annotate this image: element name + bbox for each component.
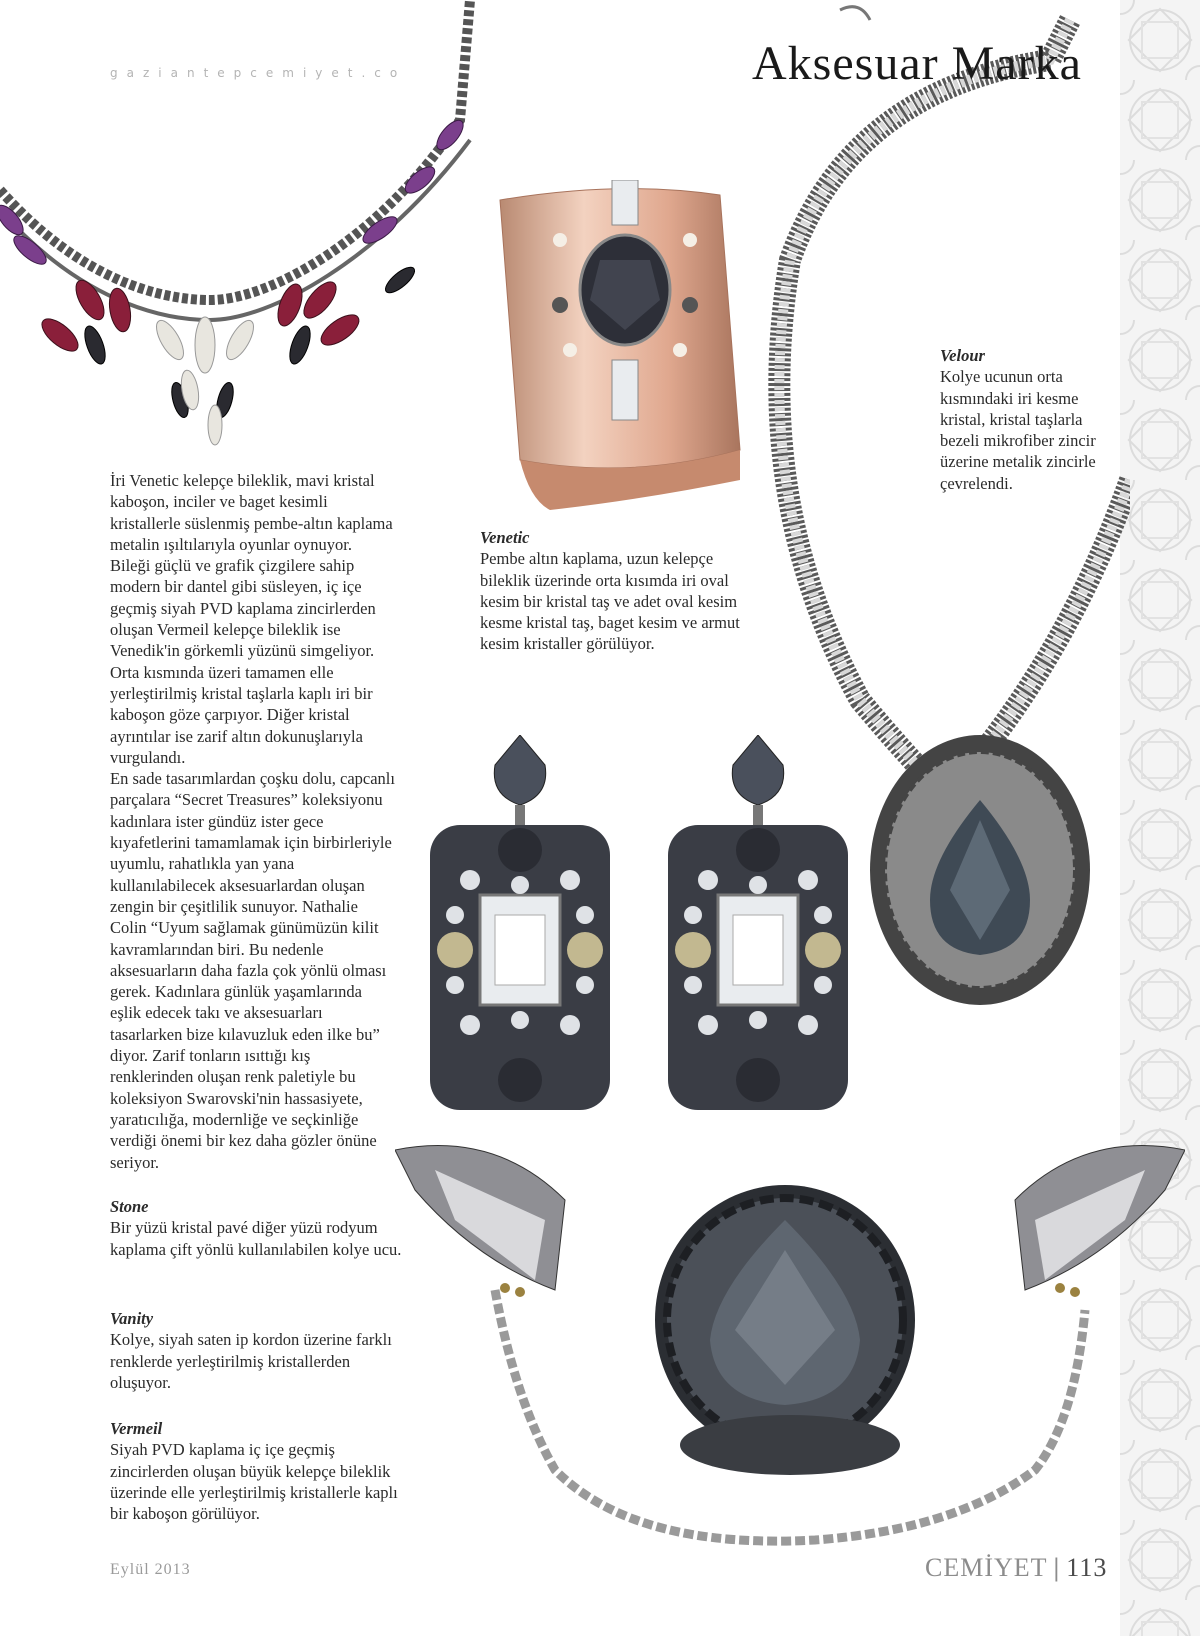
page-number: 113: [1066, 1553, 1108, 1582]
main-paragraph-2: En sade tasarımlardan çoşku dolu, capcanlı parçalara “Secret Treasures” koleksiyonu kadınlara ister gündüz ister gece kıyafetlerini tamamlamak için birbirleriyle uyumlu, rahatlıkla yan yana kullanılabilecek aksesuarlardan oluşan zengin bir çeşitlilik sunuyor. Nathalie Colin “Uyum sağlamak günümüzün kilit kavramlarından biri. Bu nedenle aksesuarların daha fazla çok yönlü olması gerek. Kadınlara günlük yaşamlarında eşlik edecek takı ve aksesuarları tasarlarken bize kılavuzluk eden ilke bu” diyor. Zarif tonların ısıttığı kış renklerinden oluşan renk paletiyle bu koleksiyon Swarovski'nin hassasiyete, yaratıcılığa, modernliğe ve seçkinliğe verdiği önemi bir kez daha gözler önüne seriyor.: [110, 769, 395, 1172]
footer-separator: |: [1053, 1553, 1061, 1582]
footer-date: Eylül 2013: [110, 1561, 191, 1578]
earrings-image-vanity: [425, 735, 875, 1110]
caption-vermeil-title: Vermeil: [110, 1419, 163, 1438]
caption-venetic-text: Pembe altın kaplama, uzun kelepçe bileklik üzerinde orta kısımda iri oval kesim bir kristal taş ve adet oval kesim kesme kristal taş, baget kesim ve armut kesim kristaller görülüyor.: [480, 549, 740, 654]
ring-and-earcuffs-image-vermeil: [395, 1140, 1185, 1560]
caption-vanity-title: Vanity: [110, 1309, 154, 1328]
caption-stone: [110, 1196, 410, 1260]
caption-vanity: [110, 1308, 400, 1393]
footer-brand: CEMİYET: [925, 1553, 1048, 1582]
page-title: Aksesuar Marka: [752, 37, 1082, 90]
caption-vermeil-text: Siyah PVD kaplama iç içe geçmiş zincirlerden oluşan büyük kelepçe bileklik üzerinde elle yerleştirilmiş kristallerle kaplı bir kaboşon görülüyor.: [110, 1440, 398, 1524]
caption-vermeil: [110, 1418, 400, 1524]
footer-brand-page: [925, 1553, 1107, 1583]
caption-velour-title: Velour: [940, 346, 985, 365]
caption-stone-title: Stone: [110, 1197, 149, 1216]
main-paragraph-1: İri Venetic kelepçe bileklik, mavi kristal kaboşon, inciler ve baget kesimli kristallerle süslenmiş pembe-altın kaplama metalin ışıltılarıyla oyunlar oynuyor. Bileği güçlü ve grafik çizgilere sahip modern bir dantel gibi süsleyen, iç içe geçmiş siyah PVD kaplama zincirlerden oluşan Vermeil kelepçe bileklik ise Venedik'in görkemli yüzünü simgeliyor. Orta kısmında üzeri tamamen elle yerleştirilmiş kristal taşlarla kaplı iri bir kaboşon göze çarpıyor. Diğer kristal ayrıntılar ise zarif altın dokunuşlarıyla vurgulandı.: [110, 471, 393, 767]
cuff-image-venetic: [490, 180, 755, 520]
site-watermark: gaziantepcemiyet.co: [110, 66, 407, 80]
caption-venetic-title: Venetic: [480, 528, 530, 547]
caption-velour-text: Kolye ucunun orta kısmındaki iri kesme kristal, kristal taşlarla bezeli mikrofiber zincir üzerine metalik zincirle çevrelendi.: [940, 367, 1096, 493]
main-article-text: [110, 470, 395, 1173]
necklace-image-stone: [0, 0, 480, 470]
caption-vanity-text: Kolye, siyah saten ip kordon üzerine farklı renklerde yerleştirilmiş kristallerden oluşuyor.: [110, 1330, 392, 1392]
caption-stone-text: Bir yüzü kristal pavé diğer yüzü rodyum kaplama çift yönlü kullanılabilen kolye ucu.: [110, 1218, 402, 1259]
caption-venetic: [480, 527, 740, 655]
caption-velour: [940, 345, 1100, 494]
